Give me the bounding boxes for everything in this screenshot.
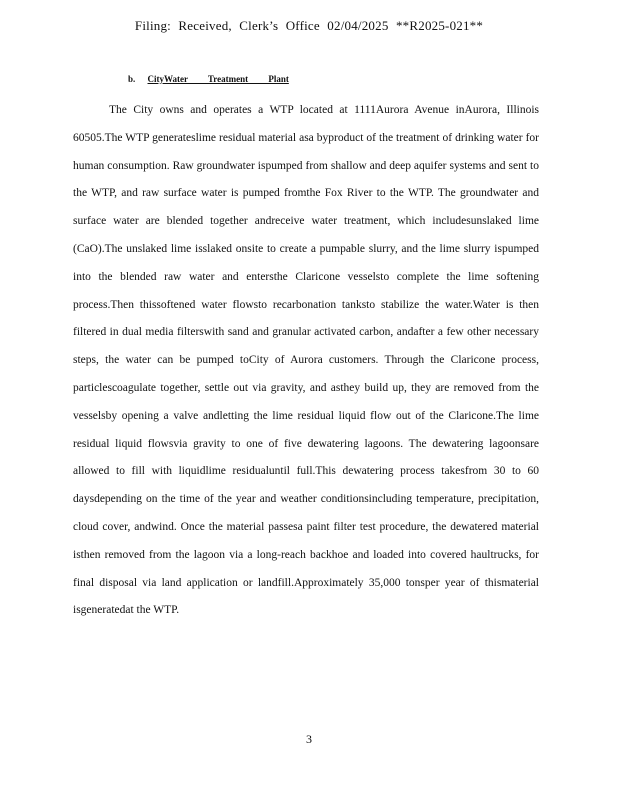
section-letter: b.	[128, 74, 136, 84]
section-heading	[128, 74, 289, 84]
body-paragraph: The City owns and operates a WTP located at 1111Aurora Avenue inAurora, Illinois 60505.The WTP generateslime residual material asa byproduct of the treatment of drinking water for human consumption. Raw groundwater ispumped from shallow and deep aquifer systems and sent to the WTP, and raw surface water is pumped fromthe Fox River to the WTP. The groundwater and surface water are blended together andreceive water treatment, which includesunslaked lime (CaO).The unslaked lime isslaked onsite to create a pumpable slurry, and the lime slurry ispumped into the blended raw water and entersthe Claricone vesselsto complete the lime softening process.Then thissoftened water flowsto recarbonation tanksto stabilize the water.Water is then filtered in dual media filterswith sand and granular activated carbon, andafter a few other necessary steps, the water can be pumped toCity of Aurora customers. Through the Claricone process, particlescoagulate together, settle out via gravity, and asthey build up, they are removed from the vesselsby opening a valve andletting the lime residual liquid flow out of the Claricone.The lime residual liquid flowsvia gravity to one of five dewatering lagoons. The dewatering lagoonsare allowed to fill with liquidlime residualuntil full.This dewatering process takesfrom 30 to 60 daysdepending on the time of the year and weather conditionsincluding temperature, precipitation, cloud cover, andwind. Once the material passesa paint filter test procedure, the dewatered material isthen removed from the lagoon via a long-reach backhoe and loaded into covered haultrucks, for final disposal via land application or landfill.Approximately 35,000 tonsper year of thismaterial isgeneratedat the WTP.	[73, 104, 539, 617]
page-number: 3	[306, 732, 312, 746]
section-title: CityWater Treatment Plant	[147, 74, 289, 84]
filing-stamp-header: Filing: Received, Clerk’s Office 02/04/2025 **R2025-021**	[134, 18, 484, 33]
